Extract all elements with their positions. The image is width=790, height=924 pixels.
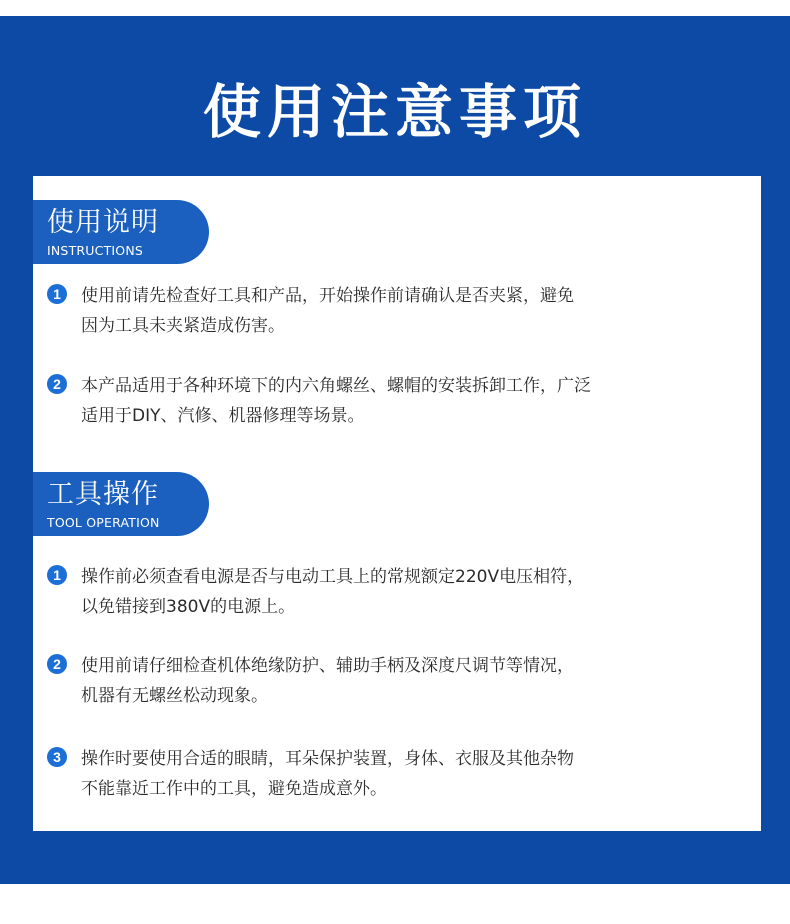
item-text: 使用前请先检查好工具和产品，开始操作前请确认是否夹紧，避免 因为工具未夹紧造成伤害。 — [81, 286, 574, 336]
section-subtitle: INSTRUCTIONS — [47, 243, 144, 258]
section-title: 使用说明 — [47, 207, 159, 238]
number-badge: 2 — [47, 374, 67, 394]
number-badge: 3 — [47, 747, 67, 767]
section-subtitle: TOOL OPERATION — [47, 515, 160, 530]
item-text: 使用前请仔细检查机体绝缘防护、辅助手柄及深度尺调节等情况， 机器有无螺丝松动现象。 — [81, 656, 574, 706]
blue-frame — [0, 16, 790, 884]
content-card — [33, 176, 761, 831]
item-text: 操作时要使用合适的眼睛，耳朵保护装置，身体、衣服及其他杂物 不能靠近工作中的工具，避免造成意外。 — [81, 749, 574, 799]
number-badge: 2 — [47, 654, 67, 674]
section-header-instructions — [33, 200, 209, 264]
number-badge: 1 — [47, 284, 67, 304]
page-title: 使用注意事项 — [202, 78, 587, 146]
item-text: 操作前必须查看电源是否与电动工具上的常规额定220V电压相符， 以免错接到380V的电源上。 — [81, 567, 585, 617]
number-badge: 1 — [47, 565, 67, 585]
section-header-tool-operation — [33, 472, 209, 536]
section-title: 工具操作 — [47, 479, 159, 510]
item-text: 本产品适用于各种环境下的内六角螺丝、螺帽的安装拆卸工作，广泛 适用于DIY、汽修、机器修理等场景。 — [81, 376, 591, 426]
